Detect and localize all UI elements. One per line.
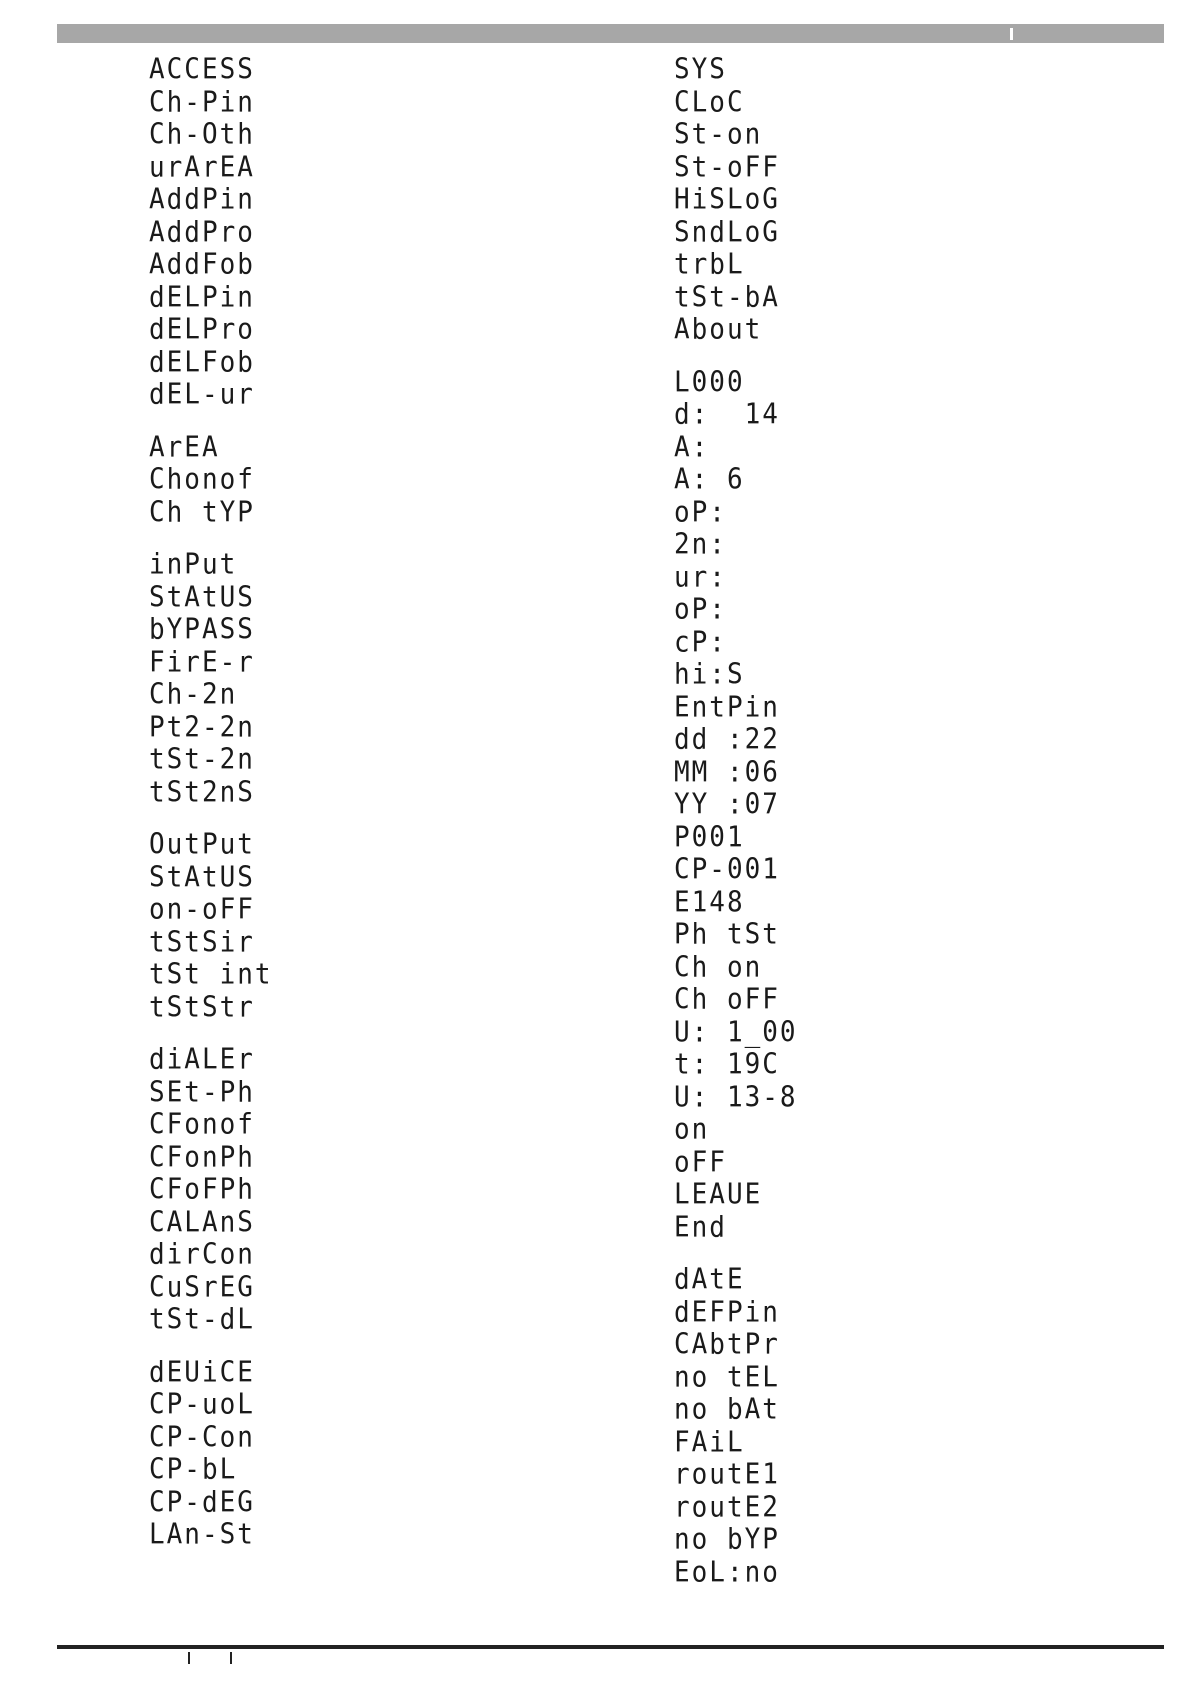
display-code: StAtUS [149,861,255,894]
display-code: FAiL [674,1426,745,1459]
display-code: Ch-Pin [149,86,255,119]
display-code: EoL:no [674,1556,780,1589]
display-code: dELFob [149,346,255,379]
display-code: on [674,1113,710,1147]
display-code: LEAUE [674,1178,763,1212]
display-code-group [149,549,273,809]
display-code: AddPin [149,183,255,217]
display-code: Ch tYP [149,496,255,529]
display-code: CP-001 [674,853,780,887]
display-code: Ch-2n [149,678,238,712]
display-code: dEFPin [674,1296,780,1329]
display-code: 2n: [674,528,727,562]
display-code: St-on [674,118,763,152]
display-code: SndLoG [674,216,780,249]
right-column [674,54,798,1609]
display-code: AddFob [149,248,255,282]
display-code: CAbtPr [674,1328,780,1362]
display-code: tStStr [149,991,255,1024]
display-code: ur: [674,561,727,594]
display-code: Ch oFF [674,983,780,1017]
display-code: CP-uoL [149,1388,255,1422]
footer-rule [57,1645,1164,1649]
display-code: AddPro [149,216,255,249]
display-code: routE1 [674,1458,780,1492]
display-code: tSt-dL [149,1303,255,1337]
display-code: Ch on [674,951,763,984]
display-code: t: 19C [674,1048,780,1082]
display-code: CP-Con [149,1421,255,1454]
display-code: CLoC [674,86,745,119]
display-code: cP: [674,626,727,659]
display-code-group [149,829,273,1024]
display-code: SYS [674,53,727,87]
display-code: LAn-St [149,1518,255,1552]
display-code: CFoFPh [149,1173,255,1207]
display-code: ACCESS [149,53,255,87]
display-code: trbL [674,248,745,282]
header-bar [57,24,1164,43]
footer-marker [188,1652,190,1664]
display-code: oP: [674,593,727,627]
display-code: dirCon [149,1238,255,1272]
display-code: OutPut [149,828,255,862]
display-code: diALEr [149,1043,255,1077]
display-code: tSt2nS [149,776,255,809]
display-code: HiSLoG [674,183,780,217]
display-code: routE2 [674,1491,780,1524]
display-code: MM :06 [674,756,780,789]
display-code: FirE-r [149,646,255,679]
display-code: Ch-Oth [149,118,255,152]
display-code: P001 [674,821,745,854]
display-code: tStSir [149,926,255,959]
display-code: Pt2-2n [149,711,255,744]
display-code: U: 1_00 [674,1016,798,1049]
display-code-group [149,432,273,530]
display-code: no tEL [674,1361,780,1394]
display-code: hi:S [674,658,745,692]
display-code: About [674,313,763,347]
display-code: inPut [149,548,238,582]
display-code: d: 14 [674,398,780,432]
display-code: CP-bL [149,1453,238,1487]
display-code: dd :22 [674,723,780,757]
display-code: Chonof [149,463,255,497]
display-code: tSt-2n [149,743,255,777]
display-code: SEt-Ph [149,1076,255,1109]
display-code: CFonPh [149,1141,255,1174]
display-code: dELPro [149,313,255,347]
display-code: bYPASS [149,613,255,647]
display-code: L000 [674,366,745,399]
display-code: oFF [674,1146,727,1179]
display-code: CALAnS [149,1206,255,1239]
display-code: dELPin [149,281,255,314]
display-code-group [149,54,273,412]
display-code: ArEA [149,431,220,464]
display-code: CuSrEG [149,1271,255,1304]
display-code-group [149,1044,273,1337]
display-code: CP-dEG [149,1486,255,1519]
display-code: CFonof [149,1108,255,1142]
left-column [149,54,273,1572]
display-code: A: 6 [674,463,745,497]
display-code: EntPin [674,691,780,724]
display-code: End [674,1211,727,1244]
display-code: dEUiCE [149,1356,255,1389]
display-code-group [674,367,798,1245]
display-code: StAtUS [149,581,255,614]
header-page-marker [1010,28,1013,40]
display-code: no bAt [674,1393,780,1427]
display-code-group [674,1264,798,1589]
display-code-group [149,1357,273,1552]
display-code: E148 [674,886,745,919]
display-code: St-oFF [674,151,780,184]
display-code: YY :07 [674,788,780,822]
display-code: U: 13-8 [674,1081,798,1114]
display-code: on-oFF [149,893,255,927]
display-code: dAtE [674,1263,745,1297]
display-code: dEL-ur [149,378,255,412]
display-code: Ph tSt [674,918,780,952]
display-code: A: [674,431,710,464]
display-code: tSt-bA [674,281,780,314]
display-code: no bYP [674,1523,780,1557]
display-code: tSt int [149,958,273,992]
display-code: urArEA [149,151,255,184]
display-code-group [674,54,798,347]
display-code: oP: [674,496,727,529]
footer-marker [230,1652,232,1664]
